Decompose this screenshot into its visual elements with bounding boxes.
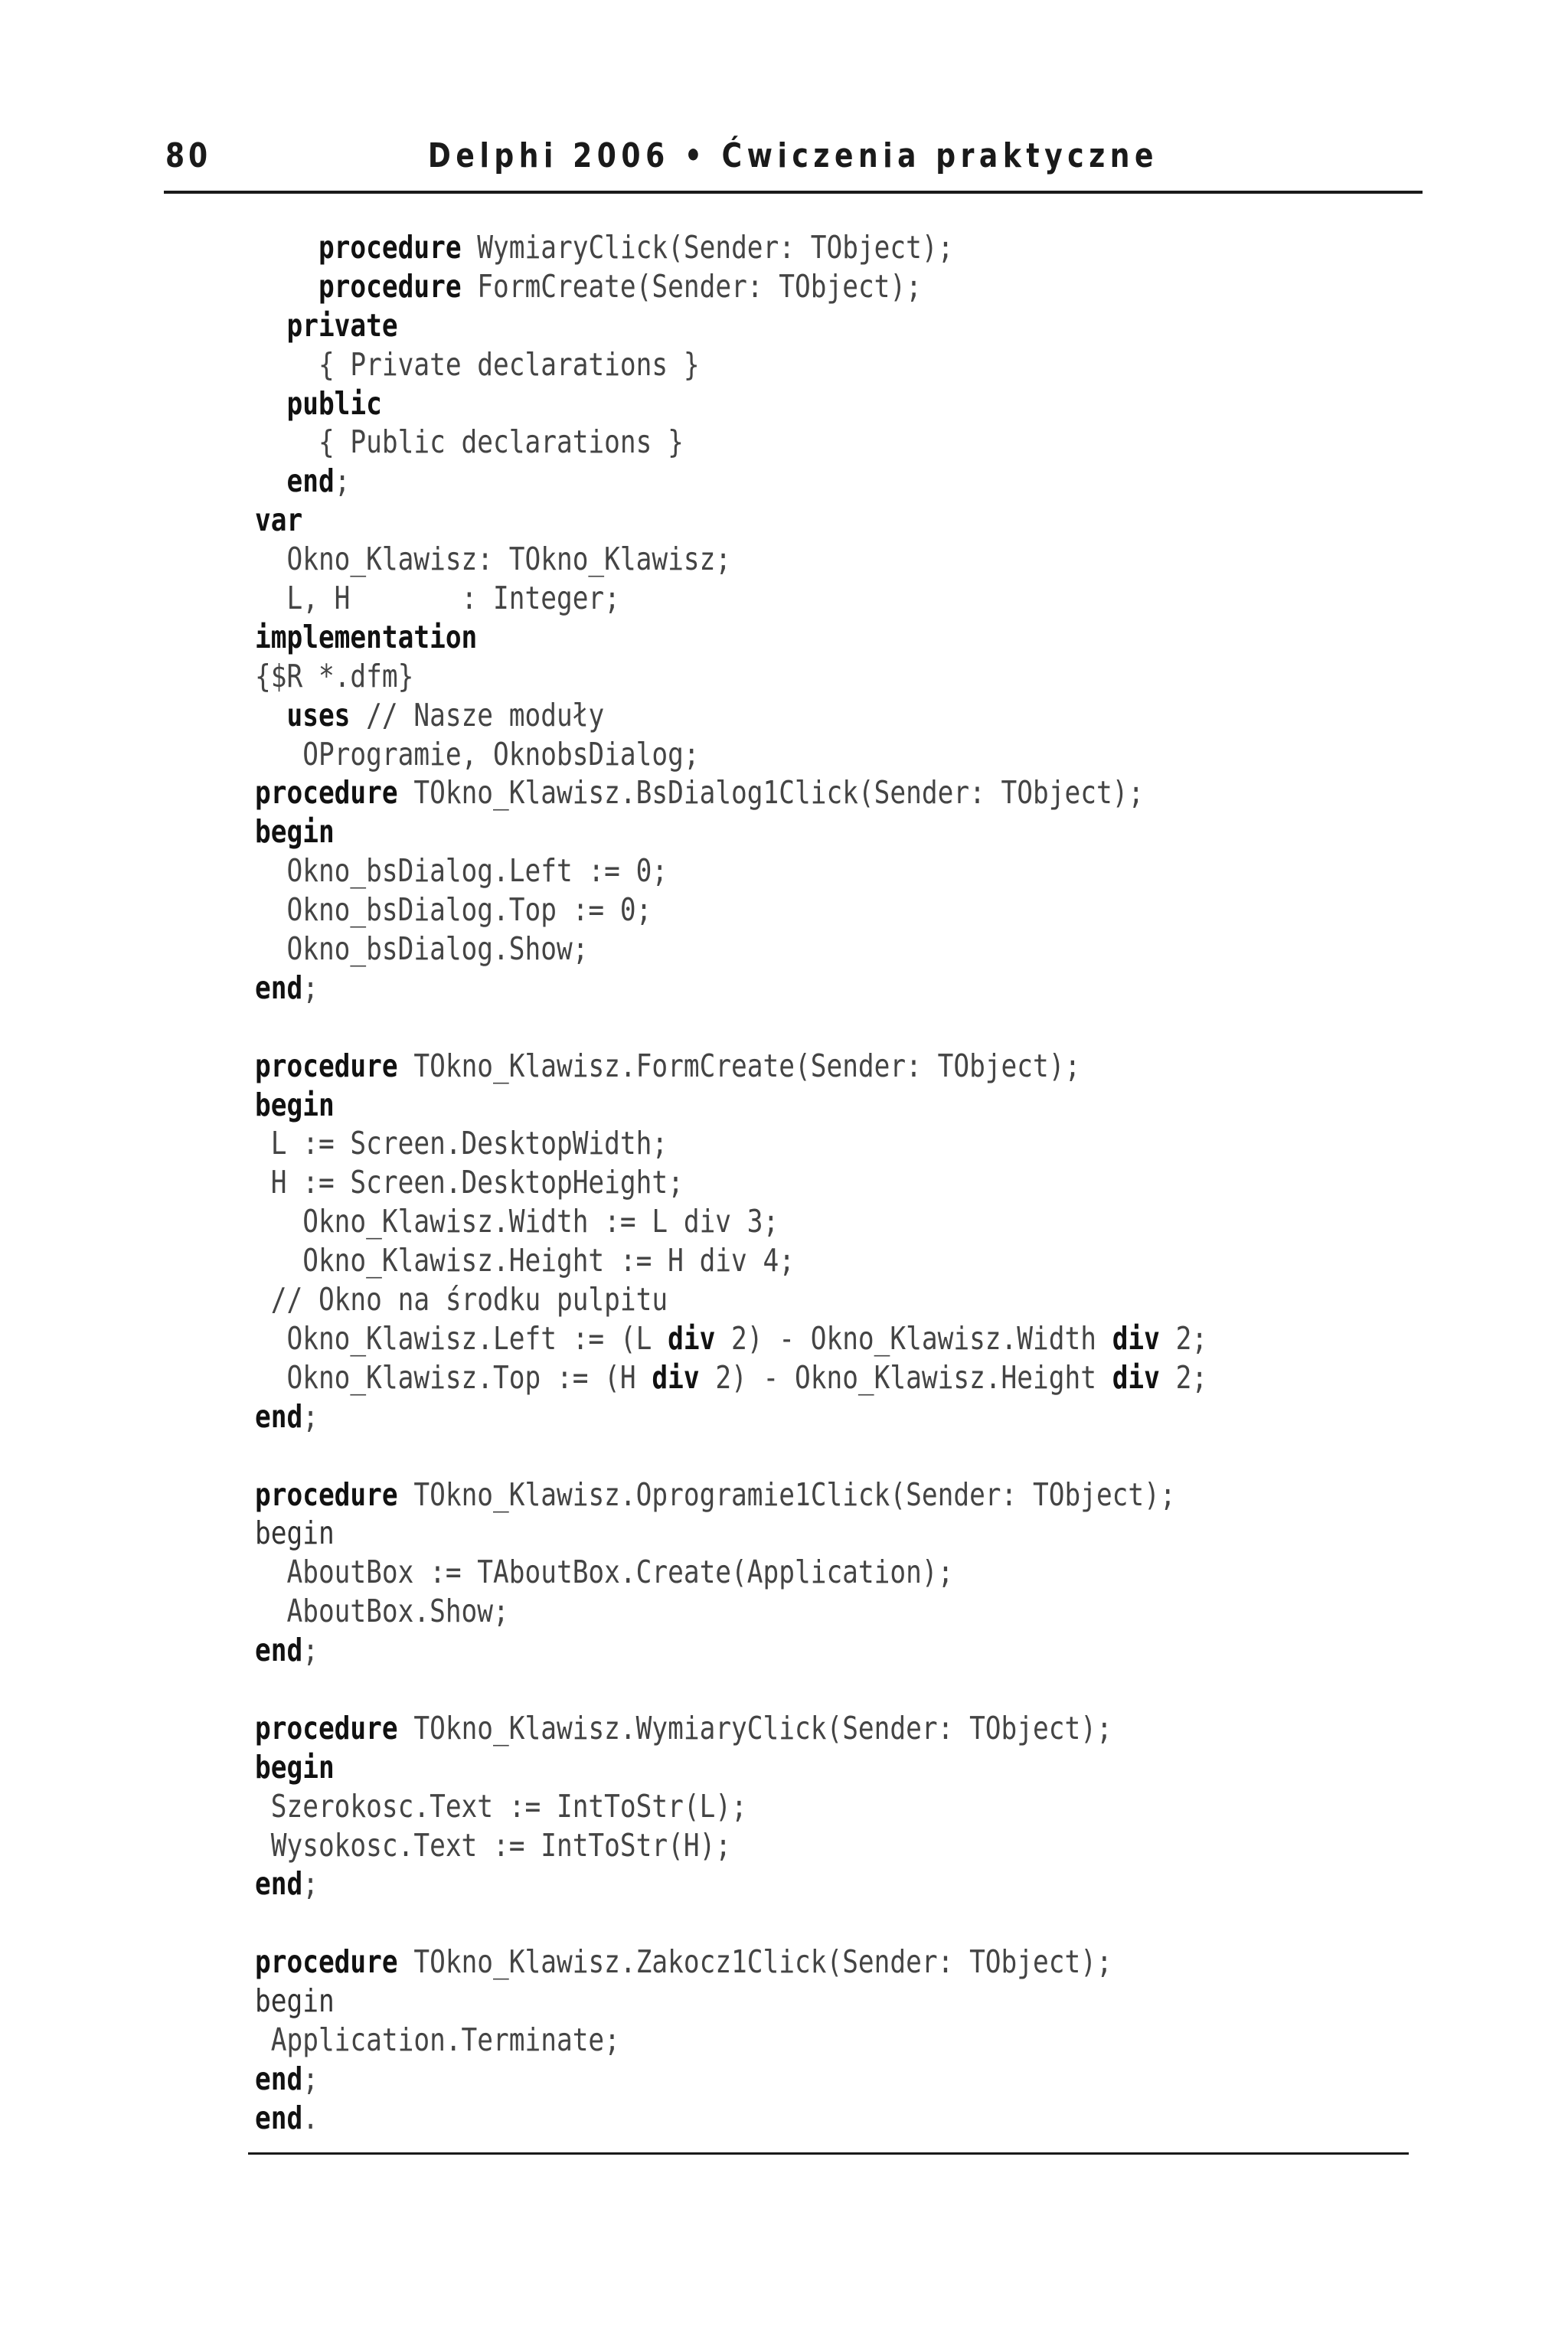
- code-text: TOkno_Klawisz.WymiaryClick(Sender: TObject);: [397, 1709, 1112, 1747]
- code-text: Okno_bsDialog.Top := 0;: [255, 891, 652, 929]
- code-line: [255, 1943, 1207, 1982]
- code-keyword: begin: [255, 1515, 335, 1552]
- code-text: OProgramie, OknobsDialog;: [255, 735, 700, 773]
- code-text: {$R *.dfm}: [255, 657, 414, 694]
- code-text: ;: [302, 1632, 318, 1669]
- code-line: [255, 1124, 1207, 1163]
- code-line: [255, 1319, 1207, 1358]
- code-keyword: end: [255, 969, 303, 1006]
- code-keyword: div: [1112, 1319, 1160, 1357]
- code-text: Application.Terminate;: [255, 2021, 620, 2058]
- code-text: Okno_bsDialog.Left := 0;: [255, 852, 668, 890]
- code-keyword: end: [286, 462, 335, 500]
- code-line: [255, 462, 1207, 501]
- code-text: ;: [302, 1865, 318, 1903]
- code-line: [255, 501, 1207, 540]
- code-text: // Okno na środku pulpitu: [255, 1281, 668, 1319]
- code-keyword: begin: [255, 1982, 335, 2020]
- code-text: ;: [302, 1397, 318, 1435]
- code-keyword: begin: [255, 1748, 335, 1786]
- code-line: [255, 1475, 1207, 1515]
- code-line: [255, 1904, 1207, 1943]
- code-text: 2;: [1159, 1319, 1208, 1357]
- code-line: [255, 2021, 1207, 2060]
- code-text: Okno_Klawisz.Top := (H: [255, 1358, 652, 1396]
- code-text: TOkno_Klawisz.Zakocz1Click(Sender: TObject);: [397, 1943, 1112, 1981]
- code-line: [255, 969, 1207, 1008]
- code-text: [255, 697, 286, 734]
- code-listing: [255, 228, 1389, 2138]
- code-line: [255, 1982, 1207, 2021]
- code-text: L := Screen.DesktopWidth;: [255, 1125, 668, 1162]
- code-line: [255, 1163, 1207, 1202]
- code-line: [255, 1202, 1207, 1241]
- code-line: [255, 1358, 1207, 1397]
- code-text: TOkno_Klawisz.Oprogramie1Click(Sender: TObject);: [397, 1475, 1176, 1513]
- code-keyword: end: [255, 2099, 303, 2136]
- code-keyword: procedure: [318, 267, 462, 305]
- code-keyword: end: [255, 2060, 303, 2097]
- code-text: 2) - Okno_Klawisz.Width: [715, 1319, 1112, 1357]
- code-keyword: end: [255, 1632, 303, 1669]
- code-text: Szerokosc.Text := IntToStr(L);: [255, 1787, 747, 1825]
- code-text: [255, 229, 318, 266]
- code-keyword: procedure: [318, 229, 462, 266]
- code-line: [255, 267, 1207, 306]
- code-text: [255, 385, 286, 422]
- code-line: [255, 1553, 1207, 1592]
- code-text: L, H : Integer;: [255, 580, 620, 617]
- code-line: [255, 1086, 1207, 1125]
- code-line: [255, 228, 1207, 267]
- code-line: [255, 1436, 1207, 1475]
- code-text: ;: [334, 462, 351, 500]
- code-line: [255, 930, 1207, 969]
- code-line: [255, 2099, 1207, 2138]
- code-text: [255, 268, 318, 305]
- code-line: [255, 773, 1207, 812]
- footer-rule: [248, 2152, 1409, 2155]
- code-line: [255, 1631, 1207, 1670]
- code-line: [255, 1047, 1207, 1086]
- code-line: [255, 540, 1207, 579]
- code-line: [255, 618, 1207, 657]
- code-line: [255, 306, 1207, 345]
- code-text: [255, 307, 286, 344]
- code-text: Okno_bsDialog.Show;: [255, 930, 589, 968]
- code-text: ;: [302, 2060, 318, 2097]
- code-line: [255, 384, 1207, 423]
- running-title: Delphi 2006 • Ćwiczenia praktyczne: [427, 136, 1159, 175]
- code-text: AboutBox.Show;: [255, 1593, 509, 1630]
- code-text: Okno_Klawisz.Width := L div 3;: [255, 1203, 779, 1240]
- code-keyword: begin: [255, 813, 335, 851]
- code-keyword: procedure: [255, 1047, 398, 1084]
- code-keyword: implementation: [255, 618, 478, 655]
- code-line: [255, 345, 1207, 384]
- code-text: ;: [302, 969, 318, 1006]
- code-line: [255, 1397, 1207, 1436]
- code-line: [255, 1670, 1207, 1709]
- code-keyword: div: [652, 1358, 700, 1396]
- code-text: 2) - Okno_Klawisz.Height: [699, 1358, 1112, 1396]
- code-text: H := Screen.DesktopHeight;: [255, 1164, 684, 1201]
- code-line: [255, 1280, 1207, 1319]
- code-keyword: begin: [255, 1086, 335, 1123]
- code-text: TOkno_Klawisz.FormCreate(Sender: TObject);: [397, 1047, 1081, 1084]
- code-keyword: end: [255, 1865, 303, 1903]
- code-line: [255, 1787, 1207, 1826]
- code-text: .: [302, 2099, 318, 2136]
- code-text: Wysokosc.Text := IntToStr(H);: [255, 1826, 732, 1864]
- code-keyword: end: [255, 1397, 303, 1435]
- code-keyword: public: [286, 384, 382, 422]
- page-number: 80: [165, 136, 212, 175]
- page-header: [165, 136, 1195, 191]
- code-line: [255, 851, 1207, 890]
- code-line: [255, 1241, 1207, 1280]
- code-text: FormCreate(Sender: TObject);: [461, 267, 922, 305]
- code-line: [255, 1514, 1207, 1553]
- code-keyword: procedure: [255, 1475, 398, 1513]
- code-keyword: procedure: [255, 1943, 398, 1981]
- code-keyword: private: [286, 306, 398, 344]
- code-keyword: div: [668, 1319, 716, 1357]
- code-keyword: var: [255, 502, 303, 539]
- code-line: [255, 2060, 1207, 2099]
- code-line: [255, 696, 1207, 735]
- code-line: [255, 579, 1207, 618]
- code-line: [255, 1748, 1207, 1787]
- code-line: [255, 657, 1207, 696]
- code-line: [255, 735, 1207, 774]
- header-rule: [164, 191, 1423, 194]
- code-text: TOkno_Klawisz.BsDialog1Click(Sender: TObject);: [397, 774, 1145, 812]
- code-line: [255, 1008, 1207, 1047]
- code-text: WymiaryClick(Sender: TObject);: [461, 229, 954, 266]
- code-line: [255, 1709, 1207, 1748]
- code-line: [255, 1826, 1207, 1865]
- code-text: [255, 462, 286, 499]
- code-keyword: procedure: [255, 774, 398, 812]
- code-keyword: div: [1112, 1358, 1160, 1396]
- code-line: [255, 1592, 1207, 1631]
- code-text: // Nasze moduły: [350, 696, 605, 734]
- code-line: [255, 812, 1207, 851]
- code-text: Okno_Klawisz.Left := (L: [255, 1319, 668, 1357]
- code-text: Okno_Klawisz.Height := H div 4;: [255, 1242, 795, 1279]
- code-line: [255, 890, 1207, 930]
- code-line: [255, 423, 1207, 462]
- code-line: [255, 1864, 1207, 1904]
- code-text: { Private declarations }: [255, 345, 700, 383]
- code-keyword: procedure: [255, 1709, 398, 1747]
- code-text: Okno_Klawisz: TOkno_Klawisz;: [255, 541, 732, 578]
- code-text: { Public declarations }: [255, 423, 684, 461]
- code-keyword: uses: [286, 696, 351, 734]
- code-text: AboutBox := TAboutBox.Create(Application);: [255, 1554, 954, 1591]
- code-text: 2;: [1159, 1358, 1208, 1396]
